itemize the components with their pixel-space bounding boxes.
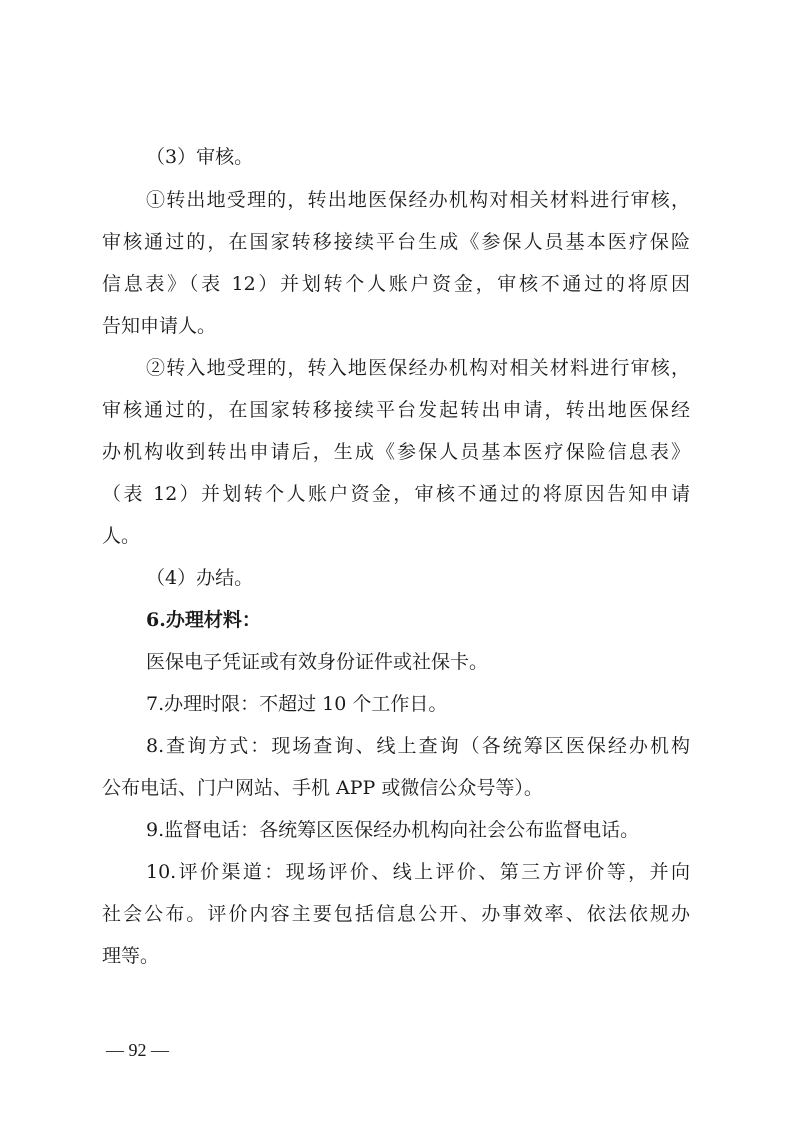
text-line <box>0 810 793 850</box>
paragraph-text: 理等。 <box>102 945 160 967</box>
page-number: — 92 — <box>106 1040 169 1060</box>
paragraph-text: （表 12）并划转个人账户资金，审核不通过的将原因告知申请 <box>102 483 690 505</box>
text-line <box>0 600 793 640</box>
paragraph-text: 公布电话、门户网站、手机 APP 或微信公众号等）。 <box>102 777 543 799</box>
paragraph-text: 告知申请人。 <box>102 315 217 337</box>
paragraph-text: 办机构收到转出申请后，生成《参保人员基本医疗保险信息表》 <box>102 441 690 463</box>
text-line <box>0 726 793 766</box>
text-line <box>0 474 793 514</box>
text-line <box>0 432 793 472</box>
paragraph-text: 医保电子凭证或有效身份证件或社保卡。 <box>146 651 489 673</box>
text-line <box>0 768 793 808</box>
paragraph-text: 社会公布。评价内容主要包括信息公开、办事效率、依法依规办 <box>102 903 690 925</box>
paragraph-text: 人。 <box>102 525 141 547</box>
paragraph-text: 信息表》（表 12）并划转个人账户资金，审核不通过的将原因 <box>102 273 690 295</box>
text-line <box>0 264 793 304</box>
text-line <box>0 222 793 262</box>
paragraph-text: ①转出地受理的，转出地医保经办机构对相关材料进行审核， <box>146 189 690 211</box>
text-line <box>0 137 793 177</box>
text-line <box>0 894 793 934</box>
text-line <box>0 852 793 892</box>
review-heading: （3）审核。 <box>146 146 254 168</box>
text-line <box>0 936 793 976</box>
paragraph-text: 审核通过的，在国家转移接续平台发起转出申请，转出地医保经 <box>102 399 690 421</box>
text-line <box>0 516 793 556</box>
text-line <box>0 390 793 430</box>
text-line <box>0 348 793 388</box>
time-limit-line: 7.办理时限：不超过 10 个工作日。 <box>146 693 448 715</box>
materials-heading: 6.办理材料： <box>146 609 261 631</box>
text-line <box>0 642 793 682</box>
evaluation-channel-line: 10.评价渠道：现场评价、线上评价、第三方评价等，并向 <box>146 861 690 883</box>
paragraph-text: 审核通过的，在国家转移接续平台生成《参保人员基本医疗保险 <box>102 231 690 253</box>
query-method-line: 8.查询方式：现场查询、线上查询（各统筹区医保经办机构 <box>146 735 690 757</box>
completion-heading: （4）办结。 <box>146 567 254 589</box>
supervision-phone-line: 9.监督电话：各统筹区医保经办机构向社会公布监督电话。 <box>146 819 640 841</box>
paragraph-text: ②转入地受理的，转入地医保经办机构对相关材料进行审核， <box>146 357 690 379</box>
text-line <box>0 306 793 346</box>
text-line <box>0 558 793 598</box>
text-line <box>0 180 793 220</box>
text-line <box>0 684 793 724</box>
